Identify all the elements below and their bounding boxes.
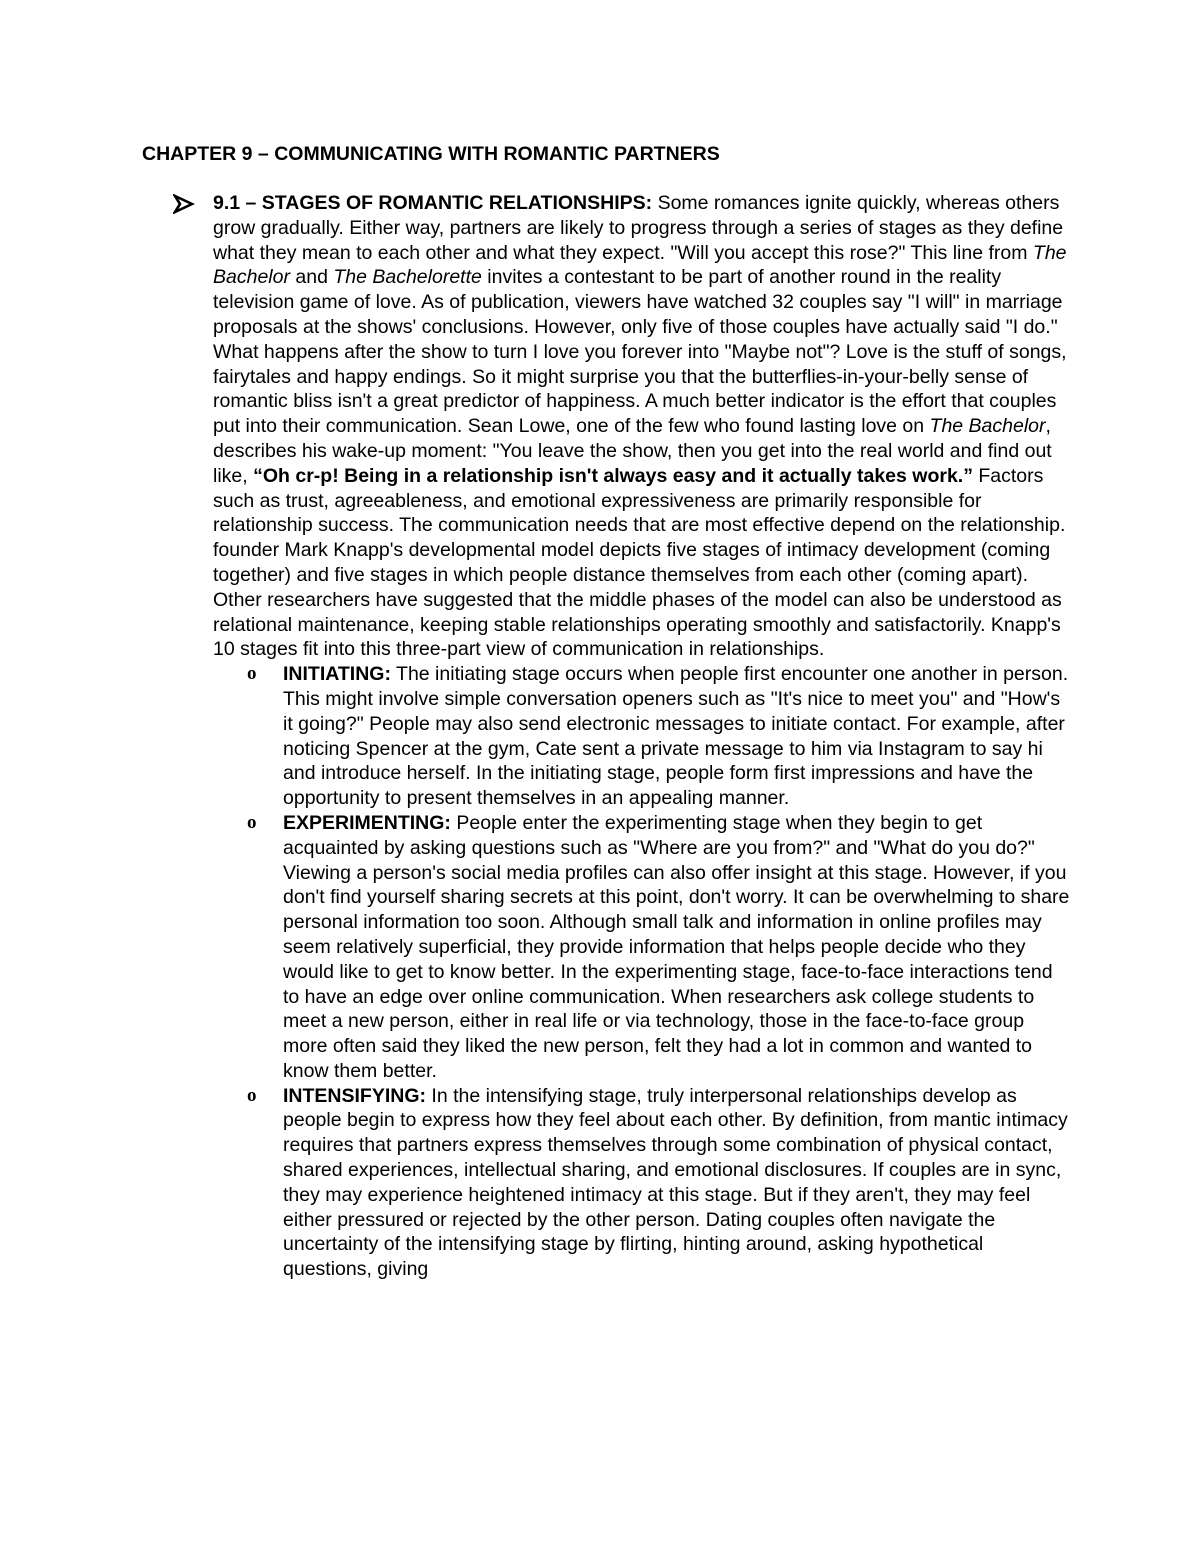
stage-description: The initiating stage occurs when people first encounter one another in person. This might involve simple conversation openers such as "It's nice to meet you" and "How's it going?" People may also send electronic messages to initiate contact. For example, after noticing Spencer at the gym, Cate sent a private message to him via Instagram to say hi and introduce herself. In the initiating stage, people form first impressions and have the opportunity to present themselves in an appealing manner. — [283, 663, 1069, 810]
section-heading: 9.1 – STAGES OF ROMANTIC RELATIONSHIPS: — [213, 192, 653, 214]
stage-label: EXPERIMENTING: — [283, 811, 451, 834]
section-paragraph — [213, 191, 1073, 662]
show-title: The Bachelor — [929, 415, 1046, 438]
section-text-part: Some romances ignite quickly, whereas others grow gradually. Either way, partners are likely to progress through a series of stages as they define what they mean to each other and what they expect. "Will you accept this rose?" This line from — [213, 192, 1064, 264]
section-9-1 — [173, 191, 1073, 1282]
stage-label: INITIATING: — [283, 663, 391, 686]
section-text-part: Factors such as trust, agreeableness, and emotional expressiveness are primarily responsible for relationship success. The communication needs that are most effective depend on the relationship. founder Mark Knapp's developmental model depicts five stages of intimacy development (coming together) and five stages in which people distance themselves from each other (coming apart). Other researchers have suggested that the middle phases of the model can also be understood as relational maintenance, keeping stable relationships operating smoothly and satisfactorily. Knapp's 10 stages fit into this three-part view of communication in relationships. — [213, 464, 1066, 661]
section-text-part: , describes his wake-up moment: "You leave the show, then you get into the real world and find out like, — [213, 415, 1052, 487]
arrowhead-bullet-icon — [173, 194, 195, 214]
section-text-part: and — [289, 266, 334, 289]
list-item — [247, 811, 1073, 1084]
stage-text — [283, 1084, 1073, 1282]
list-item — [247, 662, 1073, 811]
show-title: The Bachelorette — [333, 266, 482, 289]
stage-text — [283, 811, 1073, 1084]
show-title: The Bachelor — [213, 241, 1067, 289]
bold-quote: “Oh cr-p! Being in a relationship isn't always easy and it actually takes work.” — [253, 464, 973, 487]
stage-label: INTENSIFYING: — [283, 1084, 427, 1107]
stage-text — [283, 662, 1073, 811]
chapter-title: CHAPTER 9 – COMMUNICATING WITH ROMANTIC PARTNERS — [142, 143, 720, 165]
stage-list — [173, 662, 1073, 1282]
circle-bullet-icon: o — [247, 663, 257, 685]
stage-description: In the intensifying stage, truly interpersonal relationships develop as people begin to express how they feel about each other. By definition, from mantic intimacy requires that partners express themselves through some combination of physical contact, shared experiences, intellectual sharing, and emotional disclosures. If couples are in sync, they may experience heightened intimacy at this stage. But if they aren't, they may feel either pressured or rejected by the other person. Dating couples often navigate the uncertainty of the intensifying stage by flirting, hinting around, asking hypothetical questions, giving — [283, 1084, 1068, 1281]
circle-bullet-icon: o — [247, 1084, 257, 1106]
stage-description: People enter the experimenting stage when they begin to get acquainted by asking questions such as "Where are you from?" and "What do you do?" Viewing a person's social media profiles can also offer insight at this stage. However, if you don't find yourself sharing secrets at this point, don't worry. It can be overwhelming to share personal information too soon. Although small talk and information in online profiles may seem relatively superficial, they provide information that helps people decide who they would like to get to know better. In the experimenting stage, face-to-face interactions tend to have an edge over online communication. When researchers ask college students to meet a new person, either in real life or via technology, those in the face-to-face group more often said they liked the new person, felt they had a lot in common and wanted to know them better. — [283, 811, 1070, 1082]
list-item — [247, 1084, 1073, 1282]
section-text-part: invites a contestant to be part of another round in the reality television game of love. As of publication, viewers have watched 32 couples say "I will" in marriage proposals at the shows' conclusions. However, only five of those couples have actually said "I do." What happens after the show to turn I love you forever into "Maybe not"? Love is the stuff of songs, fairytales and happy endings. So it might surprise you that the butterflies-in-your-belly sense of romantic bliss isn't a great predictor of happiness. A much better indicator is the effort that couples put into their communication. Sean Lowe, one of the few who found lasting love on — [213, 266, 1067, 438]
circle-bullet-icon: o — [247, 811, 257, 833]
